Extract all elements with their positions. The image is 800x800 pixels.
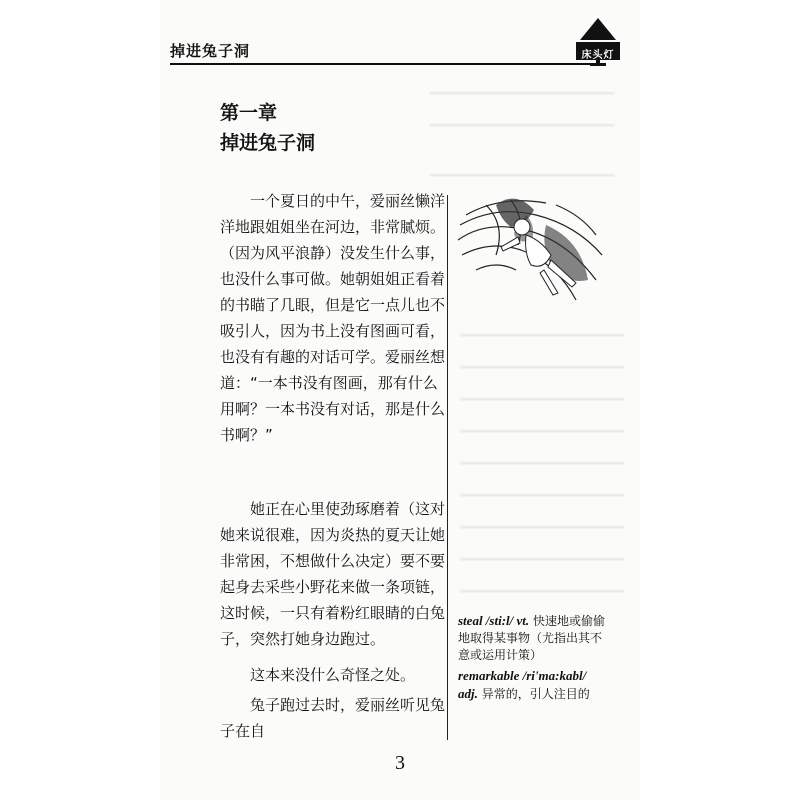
body-paragraph-4-block bbox=[220, 692, 452, 744]
chapter-title: 掉进兔子洞 bbox=[220, 132, 316, 154]
chapter-number: 第一章 bbox=[220, 102, 278, 124]
body-paragraph-3-block bbox=[220, 662, 452, 688]
vocabulary-note bbox=[458, 667, 608, 703]
vocabulary-notes bbox=[458, 612, 608, 706]
body-paragraph: 她正在心里使劲琢磨着（这对她来说很难，因为炎热的夏天让她非常困，不想做什么决定）要不要起身去采些小野花来做一条项链，这时候，一只有着粉红眼睛的白兔子，突然打她身边跑过。 bbox=[220, 500, 446, 648]
header-rule bbox=[170, 63, 605, 65]
note-term: remarkable /ri'ma:kabl/ adj. bbox=[458, 668, 587, 701]
body-paragraph: 这本来没什么奇怪之处。 bbox=[250, 666, 416, 684]
body-paragraph: 兔子跑过去时，爱丽丝听见兔子在自 bbox=[220, 696, 446, 740]
running-header bbox=[170, 40, 610, 64]
column-divider bbox=[447, 195, 448, 740]
lamp-logo-icon bbox=[576, 16, 620, 66]
note-definition: 快速地或偷偷地取得某事物（尤指出其不意或运用计策） bbox=[458, 614, 605, 662]
page-number: 3 bbox=[395, 752, 405, 774]
chapter-heading bbox=[220, 98, 315, 158]
logo-text: 床头灯 bbox=[581, 50, 615, 61]
running-header-title: 掉进兔子洞 bbox=[170, 42, 251, 60]
vocabulary-note bbox=[458, 612, 608, 664]
body-paragraph-2-block bbox=[220, 496, 452, 652]
body-paragraph: 一个夏日的中午，爱丽丝懒洋洋地跟姐姐坐在河边，非常腻烦。（因为风平浪静）没发生什么事，也没什么事可做。她朝姐姐正看着的书瞄了几眼，但是它一点儿也不吸引人，因为书上没有图画可看，也没有有趣的对话可学。爱丽丝想道：“一本书没有图画，那有什么用啊？一本书没有对话，那是什么书啊？” bbox=[220, 192, 446, 444]
book-page: ━━━━━━━━━━━━━━━━━━ ━━━━━━━━━━━━━━━━━━ ━━━━━━━━━━━━━━━━━━ ━━━━━━━━━━━━━━━━ ━━━━━━━━━━━━━━━━ ━━━━━━━━━━━━━━━━ ━━━━━━━━━━━━━━━━ ━━━━━━━━━━━━━━━━ ━━━━━━━━━━━━━━━━ ━━━━━━━━━━━━━━━━ ━━━━━━━━━━━━━━━━ ━━━━━━━━━━━━━━━━ 掉进兔子洞 床头灯 第一章 掉进兔子洞 一个夏日的中午，爱丽丝懒洋洋地跟姐姐坐在河边，非常腻烦。（因为风平浪静）没发生什么事，也没什么事可做。她朝姐姐正看着的书瞄了几眼，但是它一点儿也不吸引人，因为书上没有图画可看，也没有有趣的对话可学。爱丽丝想道：“一本书没有图画，那有什么用啊？一本书没有对话，那是什么书啊？” 她正在心里使劲琢磨着（这对她来说很难，因为炎热的夏天让她非常困，不想做什么决定）要不要起身去采些小野花来做一条项链，这时候，一只有着粉红眼睛的白兔子，突然打她身边跑过。 这本来没什么奇怪之处。 兔子跑过去时，爱丽丝听见兔子在自 steal /sti:l/ vt. 快速地或偷偷地取得某事物（尤指出其不意或运用计策） remarkable /ri'ma:kabl/ adj. 异常的，引人注目的 3 bbox=[160, 0, 640, 800]
body-paragraph-1-block bbox=[220, 188, 452, 448]
note-definition: 异常的，引人注目的 bbox=[481, 687, 590, 701]
note-term: steal /sti:l/ vt. bbox=[458, 613, 530, 628]
alice-falling-illustration-icon bbox=[456, 185, 604, 310]
